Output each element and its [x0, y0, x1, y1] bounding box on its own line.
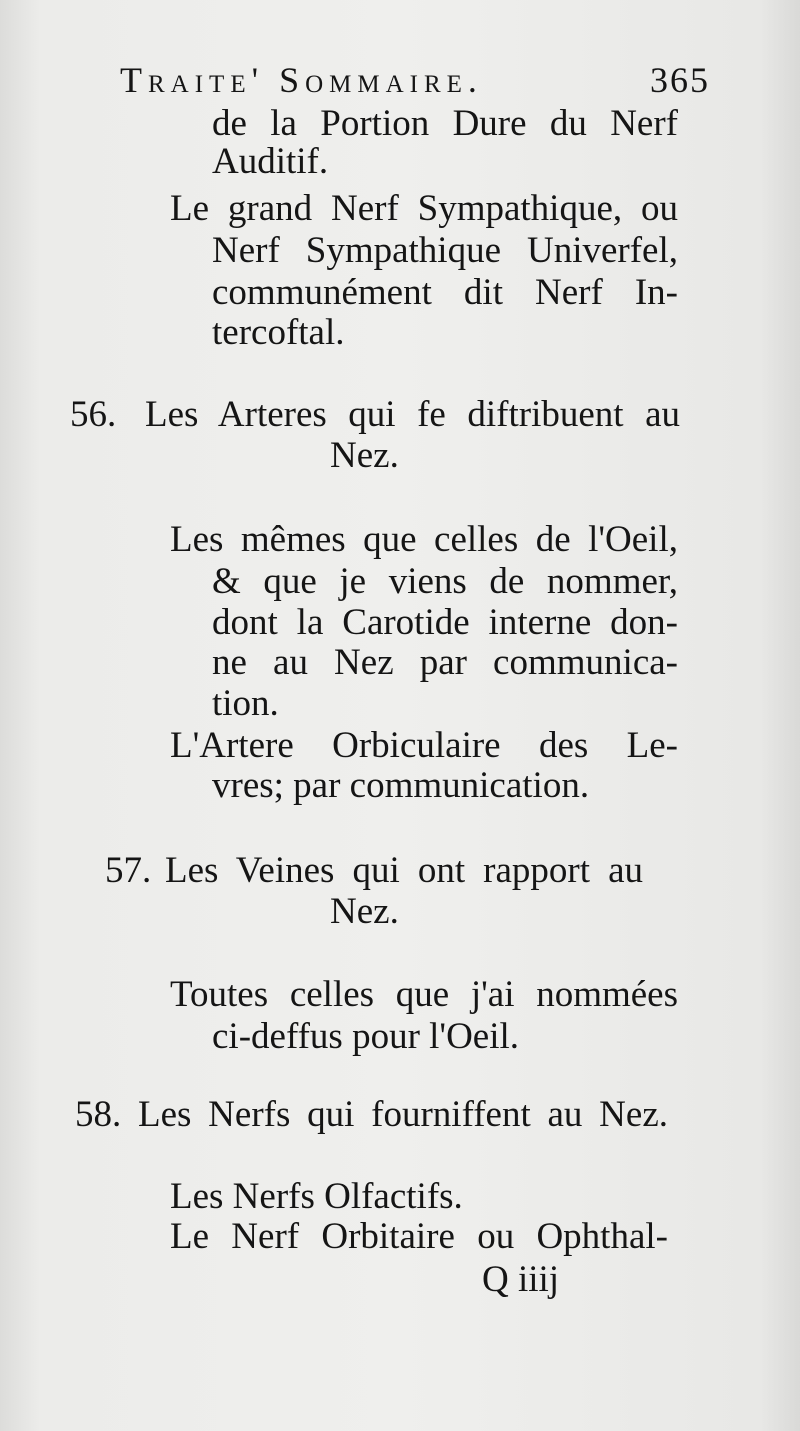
section-title: Les Veines qui ont rapport au [165, 850, 643, 891]
text-line: & que je viens de nommer, [212, 561, 678, 602]
page-number: 365 [650, 60, 710, 100]
text-line: Le Nerf Orbitaire ou Ophthal- [170, 1216, 668, 1257]
signature-mark: Q iiij [482, 1259, 560, 1300]
text-line: Nerf Sympathique Univerfel, [212, 230, 678, 271]
text-line: de la Portion Dure du Nerf [212, 103, 678, 144]
section-number: 56. [70, 394, 117, 435]
section-title: Nez. [330, 435, 399, 476]
section-title: Nez. [330, 891, 399, 932]
running-head [120, 58, 710, 102]
text-line: dont la Carotide interne don- [212, 602, 678, 643]
text-line: Les mêmes que celles de l'Oeil, [170, 519, 678, 560]
text-line: tercoftal. [212, 312, 345, 353]
text-line: L'Artere Orbiculaire des Le- [170, 725, 678, 766]
section-title: Les Arteres qui fe diftribuent au [145, 394, 680, 435]
text-line: tion. [212, 683, 279, 724]
text-line: ci-deffus pour l'Oeil. [212, 1016, 520, 1057]
section-title: Les Nerfs qui fourniffent au Nez. [138, 1094, 668, 1135]
text-line: vres; par communication. [212, 765, 590, 806]
text-line: Le grand Nerf Sympathique, ou [170, 188, 678, 229]
text-line: Les Nerfs Olfactifs. [170, 1176, 463, 1217]
text-line: Auditif. [212, 141, 329, 182]
text-line: Toutes celles que j'ai nommées [170, 974, 678, 1015]
section-number: 57. [105, 850, 152, 891]
section-number: 58. [75, 1094, 122, 1135]
text-line: ne au Nez par communica- [212, 642, 678, 683]
running-head-title: Traite' Sommaire. [120, 60, 483, 100]
text-line: communément dit Nerf In- [212, 272, 678, 313]
